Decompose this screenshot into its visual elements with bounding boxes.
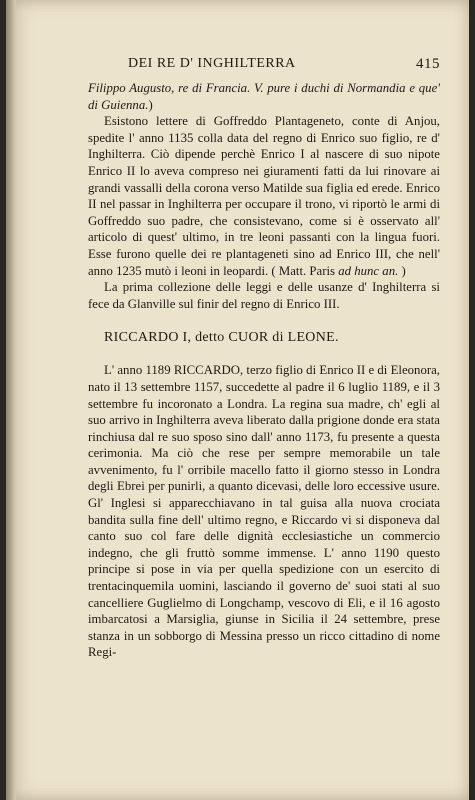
book-page <box>6 0 469 800</box>
continued-note <box>88 80 440 113</box>
page-gutter-shadow <box>6 0 16 800</box>
paragraph-glanville: La prima collezione delle leggi e delle usanze d' Inghilterra si fece da Glanville sul finir del regno di Enrico III. <box>88 280 440 311</box>
text-block <box>88 56 440 661</box>
paragraph-goffreddo-text: Esistono lettere di Goffreddo Plantageneto, conte di Anjou, spedite l' anno 1135 colla data del regno di Enrico suo figlio, re d' Inghilterra. Ciò dipende perchè Enrico I al nascere di suo nipote Enrico II lo aveva compreso nei giuramenti fatti da lui rinovare ai grandi vassalli della corona verso Matilde sua figlia ed erede. Enrico II nel passar in Inghilterra per occupare il trono, vi riportò le armi di Goffreddo suo padre, che consistevano, come si è osservato all' articolo di quest' ultimo, in tre leoni passanti con la lingua fuori. Esse furono quelle dei re plantageneti sino ad Enrico III, che nell' anno 1235 mutò i leoni in leopardi. ( Matt. Paris <box>88 114 440 278</box>
running-head <box>88 56 440 80</box>
paragraph-riccardo: L' anno 1189 RICCARDO, terzo figlio di Enrico II e di Eleonora, nato il 13 settembre 1157, succedette al padre il 6 luglio 1189, e il 3 settembre fu incoronato a Londra. La regina sua madre, ch' egli al suo arrivo in Inghilterra aveva liberato dalla prigione donde era stata rinchiusa dal re suo sposo sino dall' anno 1173, fu presente a questa cerimonia. Ma ciò che rese per sempre memorabile un tale avvenimento, fu l' orribile macello fatto il giorno stesso in Londra degli Ebrei per punirli, a quanto dicevasi, delle loro eccessive usure. Gl' Inglesi si apparecchiavano in tal guisa alla nuova crociata bandita sulla fine dell' ultimo regno, e Riccardo vi si disponeva dal canto suo col fare delle dignità ecclesiastiche un commercio indegno, che gli fruttò somme immense. L' anno 1190 questo principe si pose in via per quella spedizione con un esercito di trentacinquemila uomini, lasciando il governo de' suoi stati al suo cancelliere Guglielmo di Longchamp, vescovo di Eli, e il 16 agosto imbarcatosi a Marsiglia, giunse in Sicilia il 24 settembre, prese stanza in un sobborgo di Messina presso un ricco cittadino di nome Regi- <box>88 363 440 660</box>
running-title: DEI RE D' INGHILTERRA <box>128 56 296 71</box>
continued-note-italic: Filippo Augusto, re di Francia. V. pure i duchi di Normandia e que' di Guienna. <box>88 81 440 112</box>
continued-note-close: ) <box>148 97 153 112</box>
section-title: RICCARDO I, detto CUOR di LEONE. <box>104 330 339 346</box>
paragraph-goffreddo-end: ) <box>398 263 406 278</box>
paragraph-goffreddo <box>88 113 440 279</box>
page-number: 415 <box>416 56 440 72</box>
citation-italic: ad hunc an. <box>338 263 399 278</box>
